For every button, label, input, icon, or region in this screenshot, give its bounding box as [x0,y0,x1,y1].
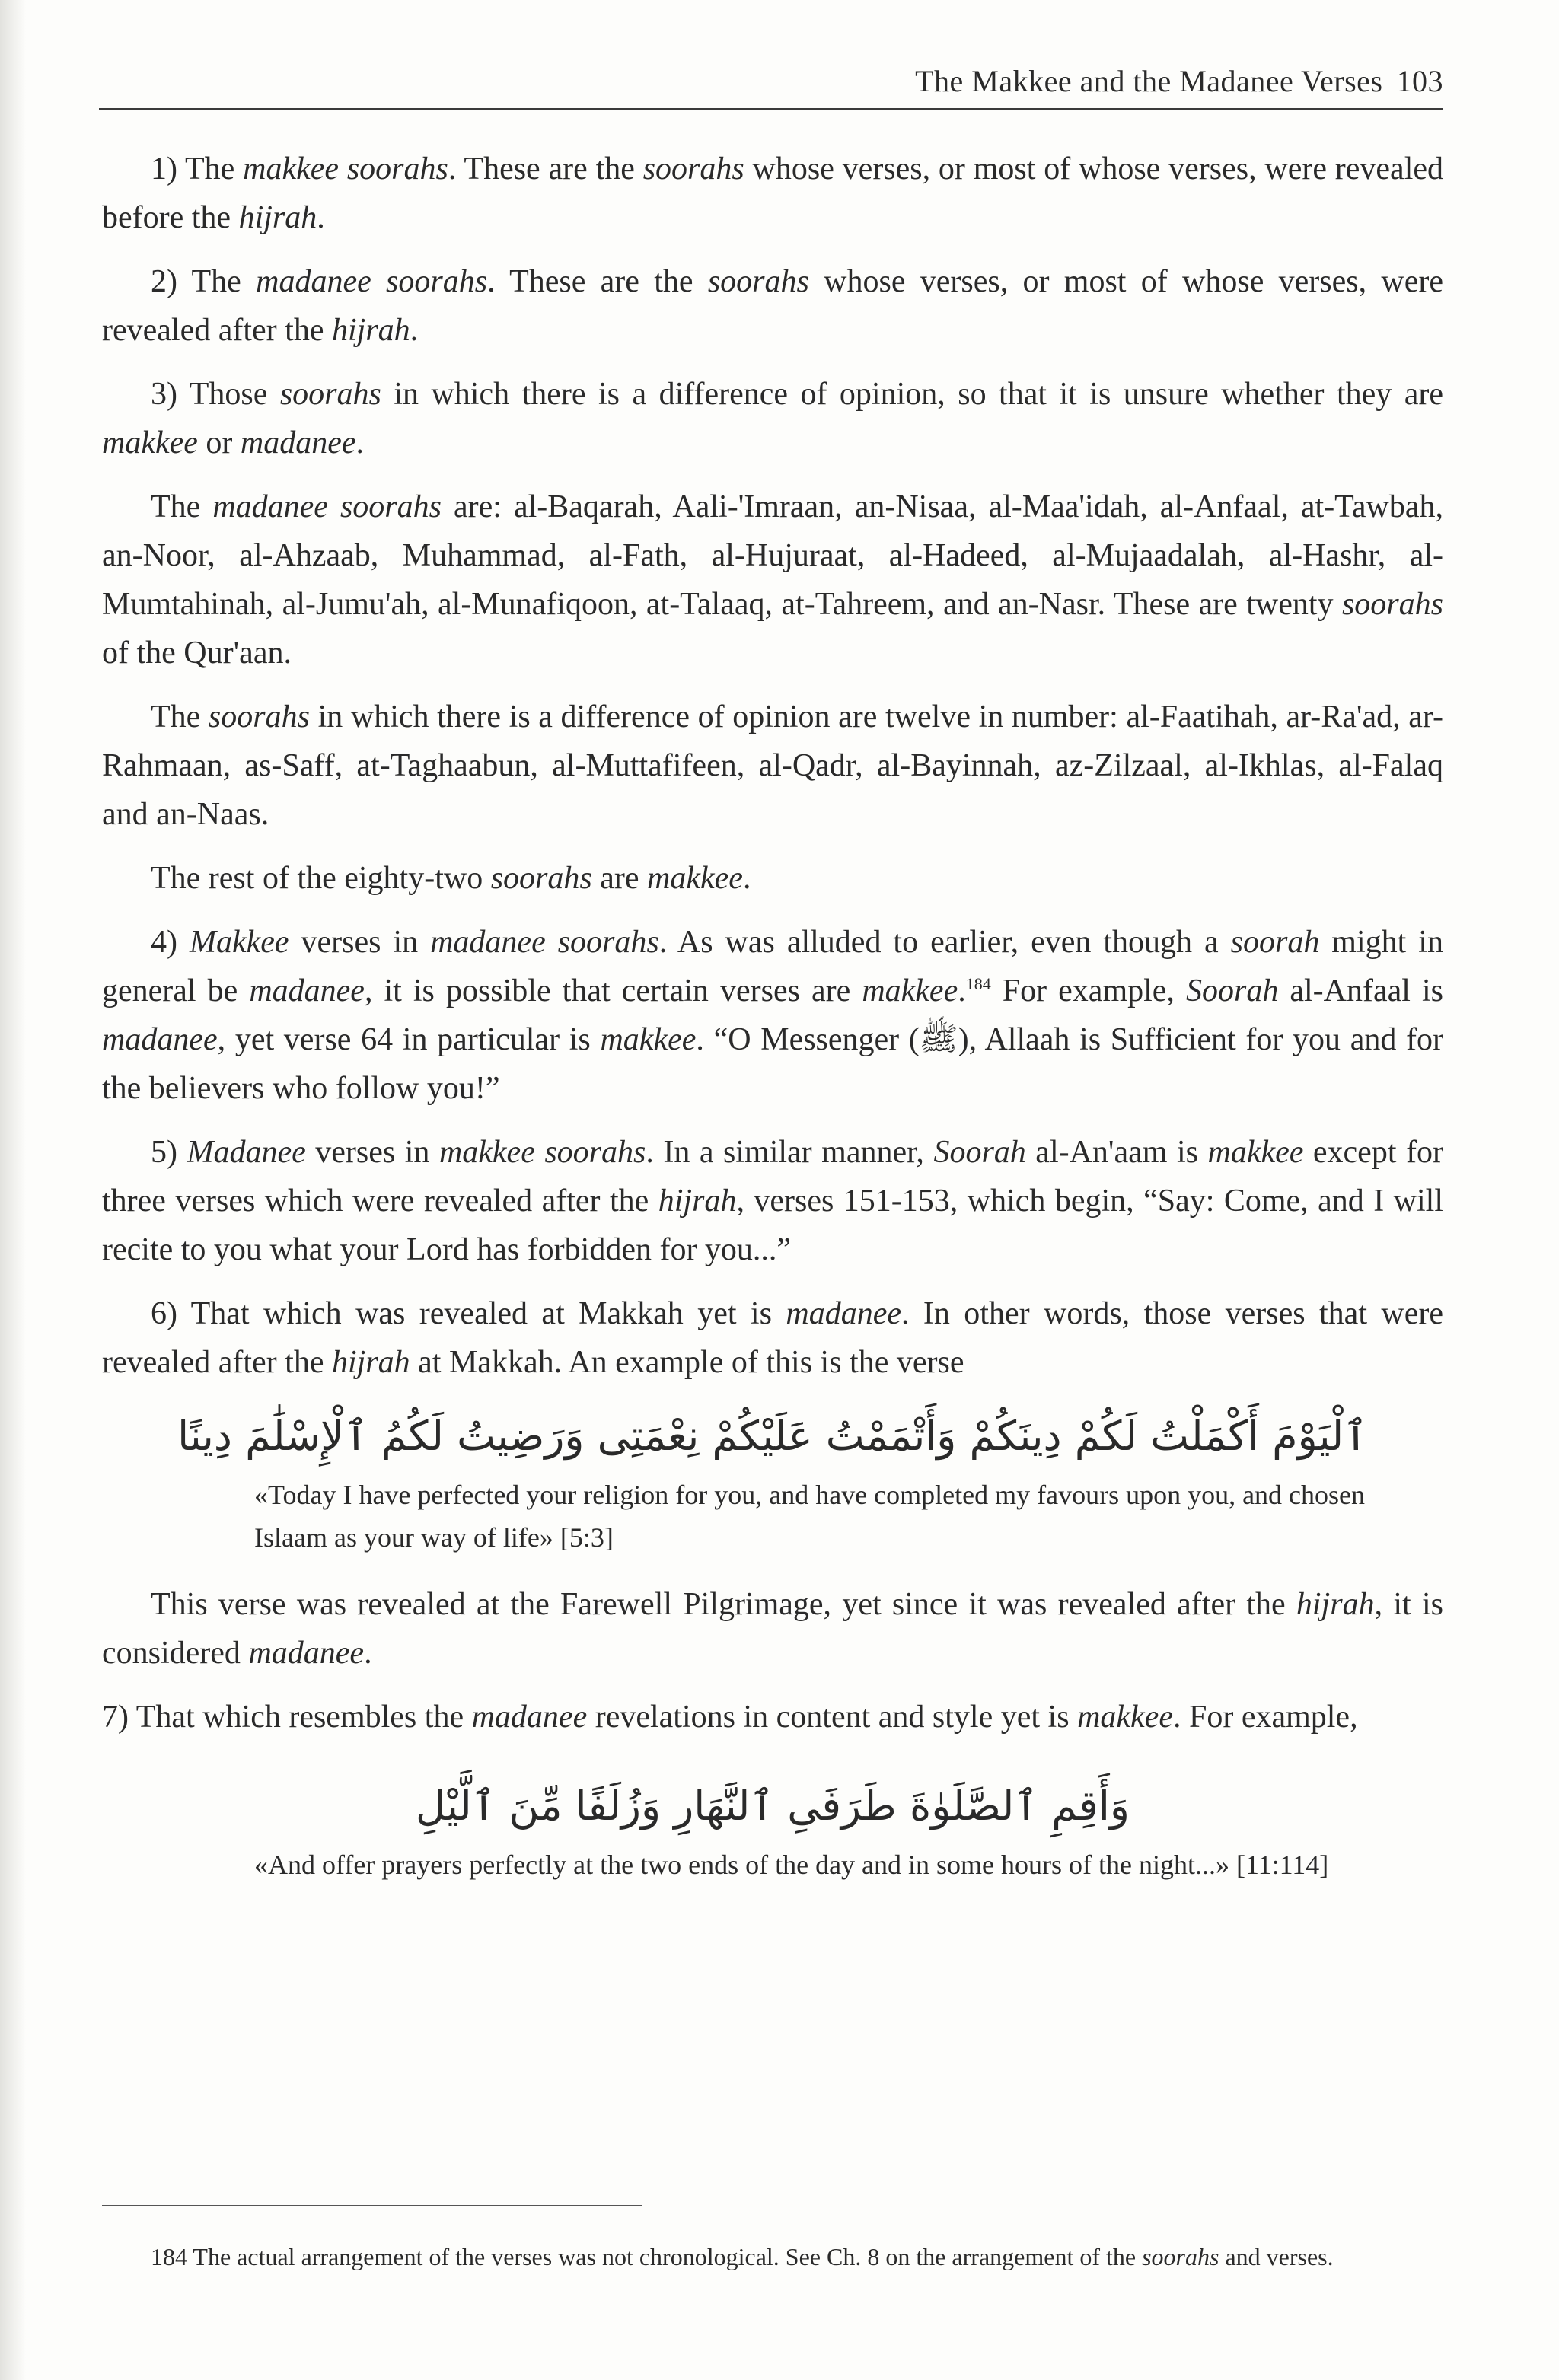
paragraph-3 [102,370,1443,467]
italic-term: makkee [1207,1135,1304,1170]
footnote-184 [102,2238,1443,2276]
paragraph-5 [102,1128,1443,1274]
text-run: . [742,861,751,896]
verse-translation-5-3: «Today I have perfected your religion for you, and have completed my favours upon you, and chosen Islaam as your way of life» [5:3] [254,1480,1366,1553]
paragraph-2 [102,257,1443,355]
italic-term: soorahs [1142,2243,1219,2270]
italic-term: madanee [240,425,356,460]
text-run: , verses 151-153, which begin, “Say: Come, and I will recite to you what your Lord has forbidden for you...” [102,1184,1443,1267]
text-run: except for three verses which were revealed after the [102,1135,1443,1219]
italic-term: madanee [471,1700,588,1735]
italic-term: soorahs [279,377,381,412]
italic-term: madanee [786,1296,901,1331]
text-run: verses in [289,925,431,960]
text-run: are [591,861,648,896]
italic-term: makkee [600,1022,697,1057]
text-run: , it is possible that certain verses are [364,973,862,1008]
italic-term: Soorah [1185,973,1279,1008]
italic-term: soorahs [1341,587,1443,622]
paragraph-7 [102,1693,1443,1741]
text-run: 1) The [151,151,244,186]
italic-term: hijrah [331,1345,410,1380]
paragraph-madanee-list [102,483,1443,677]
text-run: 4) [151,925,190,960]
italic-term: soorahs [490,861,592,896]
text-run: . [364,1636,372,1671]
text-run: . In a similar manner, [646,1135,934,1170]
paragraph-rest-makkee [102,854,1443,903]
running-title: The Makkee and the Madanee Verses [915,64,1383,98]
text-run: The [151,489,213,524]
paragraph-4 [102,918,1443,1113]
paragraph-farewell [102,1580,1443,1677]
text-run: . In other words, those verses that were revealed after the [102,1296,1444,1380]
text-run: at Makkah. An example of this is the verse [410,1345,964,1380]
page-edge-shadow [0,0,26,2380]
text-run: , yet verse 64 in particular is [217,1022,601,1057]
italic-term: makkee [102,425,198,460]
italic-term: makkee [1077,1700,1173,1735]
text-run: 184 The actual arrangement of the verses was not chronological. See Ch. 8 on the arrangement of the [151,2243,1143,2270]
text-run: . [410,313,419,348]
italic-term: Soorah [933,1135,1026,1170]
text-run: or [197,425,241,460]
text-run: whose verses, or most of whose verses, were revealed after the [102,264,1444,348]
text-run: . These are the [448,151,643,186]
italic-term: Madanee [187,1135,306,1170]
italic-term: madanee [248,1636,365,1671]
italic-term: madanee [249,973,365,1008]
paragraph-1 [102,145,1443,242]
italic-term: hijrah [238,200,317,235]
footnote-ref: 184 [965,974,991,993]
text-run: This verse was revealed at the Farewell Pilgrimage, yet since it was revealed after the [151,1587,1296,1622]
footnote-divider [102,2205,642,2206]
text-run: verses in [305,1135,439,1170]
italic-term: soorah [1230,925,1320,960]
text-run: 3) Those [151,377,280,412]
text-run: . “O Messenger (ﷺ), Allaah is Sufficient for you and for the believers who follow you!” [102,1022,1444,1106]
text-run: . [317,200,325,235]
italic-term: Makkee [189,925,289,960]
text-run: , it is considered [102,1587,1443,1671]
text-run: For example, [990,973,1186,1008]
italic-term: soorahs [642,151,744,186]
text-run: al-An'aam is [1025,1135,1208,1170]
page-header [99,50,1443,110]
text-run: in which there is a difference of opinion, so that it is unsure whether they are [381,377,1443,412]
paragraph-6 [102,1289,1443,1387]
text-run: revelations in content and style yet is [587,1700,1078,1735]
text-run: al-Anfaal is [1278,973,1444,1008]
text-run: might in general be [102,925,1443,1008]
text-run: 7) That which resembles the [102,1700,472,1735]
arabic-verse-11-114: وَأَقِمِ ٱلصَّلَوٰةَ طَرَفَىِ ٱلنَّهَارِ وَزُلَفًا مِّنَ ٱلَّيْلِ [416,1782,1130,1830]
page-number: 103 [1396,64,1443,98]
italic-term: madanee soorahs [256,264,488,299]
italic-term: hijrah [658,1184,737,1219]
italic-term: makkee [647,861,743,896]
text-run: The rest of the eighty-two [151,861,491,896]
text-run: . [355,425,365,460]
text-run: whose verses, or most of whose verses, were revealed before the [102,151,1444,235]
text-run: . For example, [1172,1700,1358,1735]
text-run: . These are the [487,264,708,299]
italic-term: hijrah [331,313,410,348]
text-run: 6) That which was revealed at Makkah yet is [151,1296,786,1331]
italic-term: makkee [862,973,958,1008]
verse-translation-11-114: «And offer prayers perfectly at the two ends of the day and in some hours of the night...» [11:114] [254,1850,1329,1880]
italic-term: makkee soorahs [438,1135,646,1170]
text-run: 5) [151,1135,187,1170]
italic-term: madanee [102,1022,218,1057]
running-head [915,63,1443,99]
main-text [102,145,1443,1907]
text-run: and verses. [1219,2243,1334,2270]
text-run: are: al-Baqarah, Aali-'Imraan, an-Nisaa, al-Maa'idah, al-Anfaal, at-Tawbah, an-Noor, al-Ahzaab, Muhammad, al-Fath, al-Hujuraat, al-Hadeed, al-Mujaadalah, al-Hashr, al-Mumtahinah, al-Jumu'ah, al-Munafiqoon, at-Talaaq, at-Tahreem, and an-Nasr. These are twenty [102,489,1444,622]
arabic-verse-5-3: ٱلْيَوْمَ أَكْمَلْتُ لَكُمْ دِينَكُمْ وَأَتْمَمْتُ عَلَيْكُمْ نِعْمَتِى وَرَضِيتُ لَكُمُ ٱلْإِسْلَٰمَ دِينًا [177,1412,1368,1460]
text-run: 2) The [151,264,257,299]
italic-term: madanee soorahs [212,489,442,524]
italic-term: soorahs [707,264,809,299]
text-run: . [958,973,966,1008]
text-run: The [151,699,209,734]
italic-term: hijrah [1296,1587,1375,1622]
text-run: in which there is a difference of opinion are twelve in number: al-Faatihah, ar-Ra'ad, ar-Rahmaan, as-Saff, at-Taghaabun, al-Muttafifeen, al-Qadr, al-Bayinnah, az-Zilzaal, al-Ikhlas, al-Falaq and an-Naas. [102,699,1444,832]
italic-term: madanee soorahs [430,925,659,960]
text-run: of the Qur'aan. [102,636,292,671]
paragraph-disputed-list [102,693,1443,839]
italic-term: soorahs [208,699,310,734]
italic-term: makkee soorahs [243,151,448,186]
text-run: . As was alluded to earlier, even though a [658,925,1231,960]
